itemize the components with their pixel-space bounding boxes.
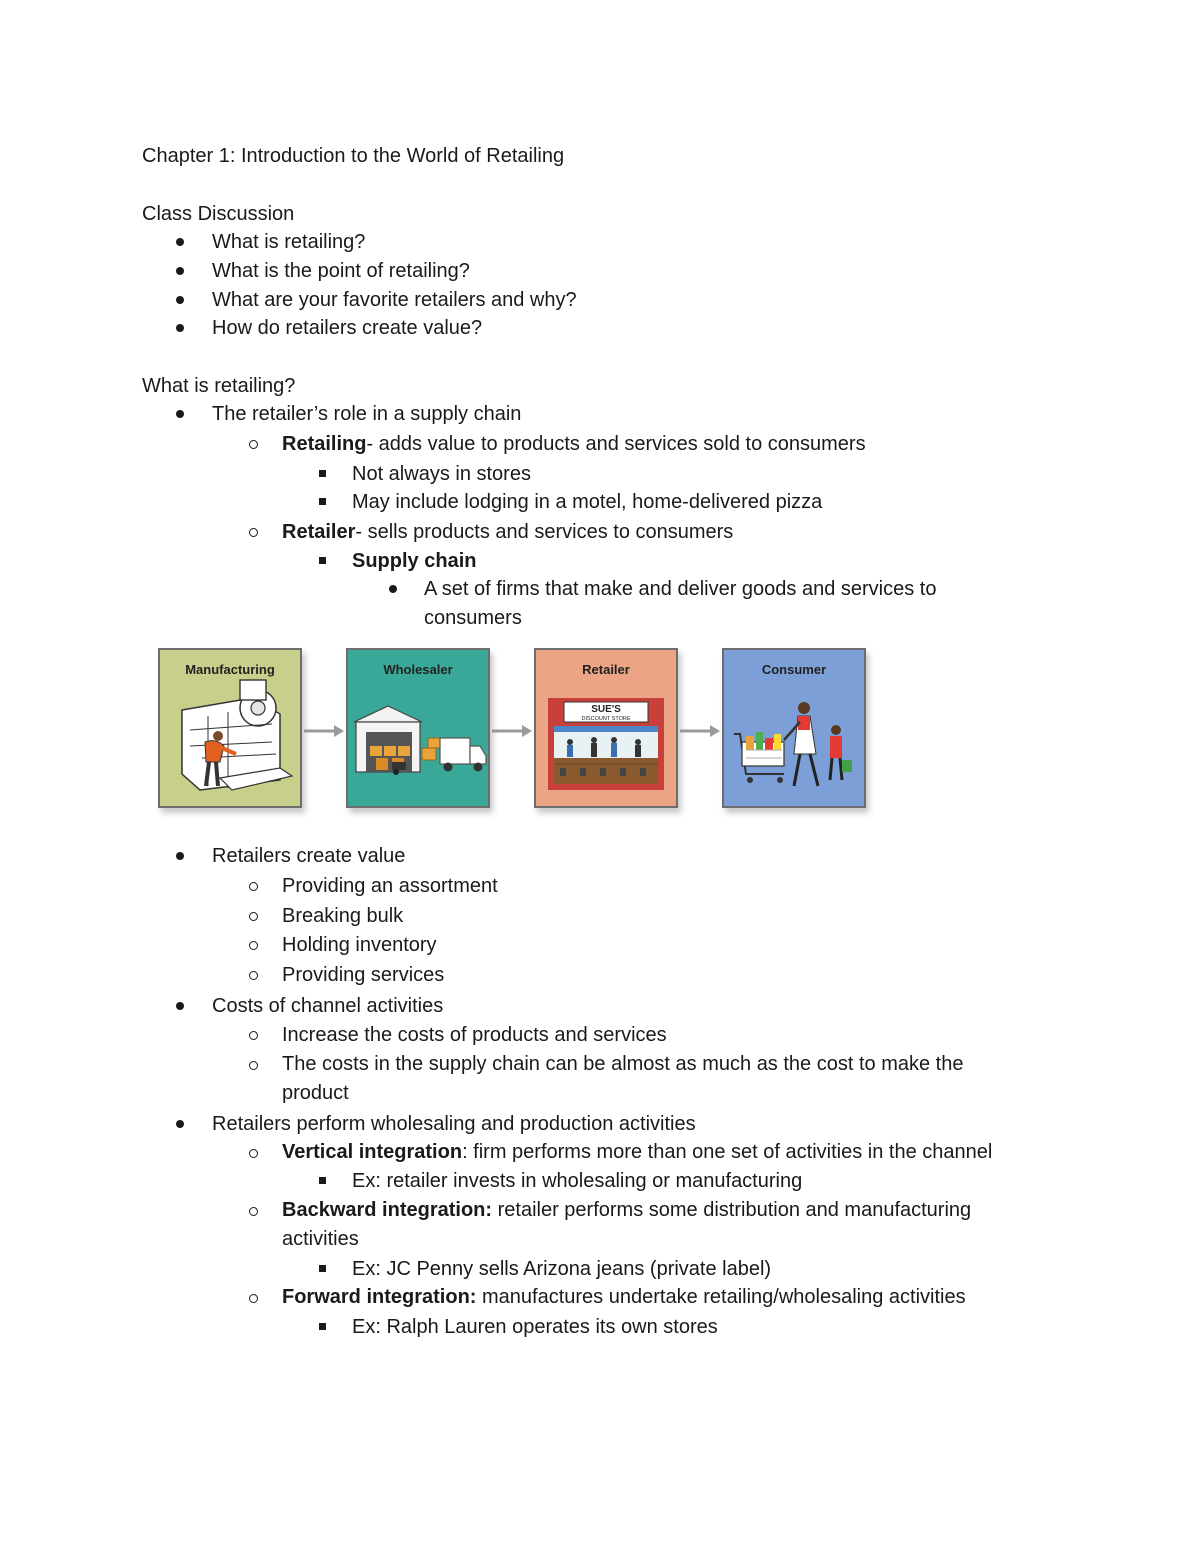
page-title: Chapter 1: Introduction to the World of Retailing — [142, 145, 565, 167]
term-retailer: Retailer — [282, 521, 356, 543]
section-heading-what-is-retailing: What is retailing? — [142, 375, 296, 397]
box-manufacturing — [158, 648, 302, 808]
bullet-square-icon — [319, 1177, 326, 1184]
list-item: Ex: retailer invests in wholesaling or manufacturing — [352, 1170, 803, 1192]
arrow-right-icon — [304, 724, 344, 738]
list-item-forward-integration — [282, 1283, 966, 1312]
list-item: Breaking bulk — [282, 905, 404, 927]
term-retailing: Retailing — [282, 433, 367, 455]
list-item: Retailers create value — [212, 845, 406, 867]
arrow-right-icon — [680, 724, 720, 738]
term-backward-integration: Backward integration: — [282, 1199, 493, 1221]
box-retailer — [534, 648, 678, 808]
list-item-vertical-integration — [282, 1138, 992, 1167]
bullet-ring-icon — [249, 1294, 258, 1303]
bullet-square-icon — [319, 1265, 326, 1272]
list-item: How do retailers create value? — [212, 317, 483, 339]
box-wholesaler — [346, 648, 490, 808]
bullet-square-icon — [319, 1323, 326, 1330]
bullet-dot-icon — [176, 324, 184, 332]
bullet-square-icon — [319, 557, 326, 564]
bullet-ring-icon — [249, 971, 258, 980]
bullet-dot-icon — [176, 1002, 184, 1010]
definition-supply-chain: A set of firms that make and deliver goods and services to consumers — [424, 578, 937, 629]
bullet-dot-icon — [176, 1120, 184, 1128]
store-sign-subtitle: DISCOUNT STORE — [581, 716, 631, 722]
list-item: The retailer’s role in a supply chain — [212, 403, 522, 425]
list-item: Retailers perform wholesaling and production activities — [212, 1113, 696, 1135]
bullet-ring-icon — [249, 1061, 258, 1070]
bullet-dot-icon — [176, 267, 184, 275]
bullet-ring-icon — [249, 528, 258, 537]
bullet-square-icon — [319, 470, 326, 477]
list-item: What is retailing? — [212, 231, 366, 253]
bullet-dot-icon — [176, 410, 184, 418]
section-heading-class-discussion: Class Discussion — [142, 203, 295, 225]
list-item: Increase the costs of products and services — [282, 1024, 667, 1046]
definition-forward-integration: manufactures undertake retailing/wholesaling activities — [476, 1286, 966, 1308]
list-item: Costs of channel activities — [212, 995, 444, 1017]
term-vertical-integration: Vertical integration — [282, 1141, 463, 1163]
list-item: Providing services — [282, 964, 445, 986]
list-item: What is the point of retailing? — [212, 260, 470, 282]
definition-vertical-integration: : firm performs more than one set of activities in the channel — [462, 1141, 993, 1163]
list-item-backward-integration — [282, 1196, 1032, 1254]
bullet-ring-icon — [249, 1031, 258, 1040]
box-consumer — [722, 648, 866, 808]
bullet-ring-icon — [249, 1207, 258, 1216]
definition-retailing: - adds value to products and services sold to consumers — [366, 433, 866, 455]
list-item: Ex: Ralph Lauren operates its own stores — [352, 1316, 718, 1338]
bullet-dot-icon — [389, 585, 397, 593]
term-forward-integration: Forward integration: — [282, 1286, 477, 1308]
bullet-dot-icon — [176, 238, 184, 246]
box-label: Wholesaler — [383, 662, 453, 677]
store-sign-name: SUE'S — [591, 704, 621, 715]
list-item: What are your favorite retailers and why? — [212, 289, 577, 311]
bullet-ring-icon — [249, 440, 258, 449]
arrow-right-icon — [492, 724, 532, 738]
definition-backward-integration: retailer performs some distribution and manufacturing activities — [282, 1199, 972, 1250]
bullet-ring-icon — [249, 1149, 258, 1158]
bullet-square-icon — [319, 498, 326, 505]
bullet-ring-icon — [249, 941, 258, 950]
bullet-ring-icon — [249, 882, 258, 891]
list-item: May include lodging in a motel, home-delivered pizza — [352, 491, 823, 513]
term-supply-chain: Supply chain — [352, 550, 477, 572]
list-item: Ex: JC Penny sells Arizona jeans (private label) — [352, 1258, 772, 1280]
list-item-retailing — [282, 430, 866, 459]
bullet-ring-icon — [249, 912, 258, 921]
list-item: Holding inventory — [282, 934, 437, 956]
list-item: Providing an assortment — [282, 875, 498, 897]
box-label: Manufacturing — [185, 662, 275, 677]
definition-retailer: - sells products and services to consumers — [355, 521, 734, 543]
supply-chain-diagram — [150, 640, 880, 830]
box-label: Retailer — [582, 662, 630, 677]
bullet-dot-icon — [176, 296, 184, 304]
list-item-retailer — [282, 518, 733, 547]
box-label: Consumer — [761, 662, 827, 677]
list-item: The costs in the supply chain can be almost as much as the cost to make the product — [282, 1053, 964, 1104]
list-item: Not always in stores — [352, 463, 531, 485]
bullet-dot-icon — [176, 852, 184, 860]
